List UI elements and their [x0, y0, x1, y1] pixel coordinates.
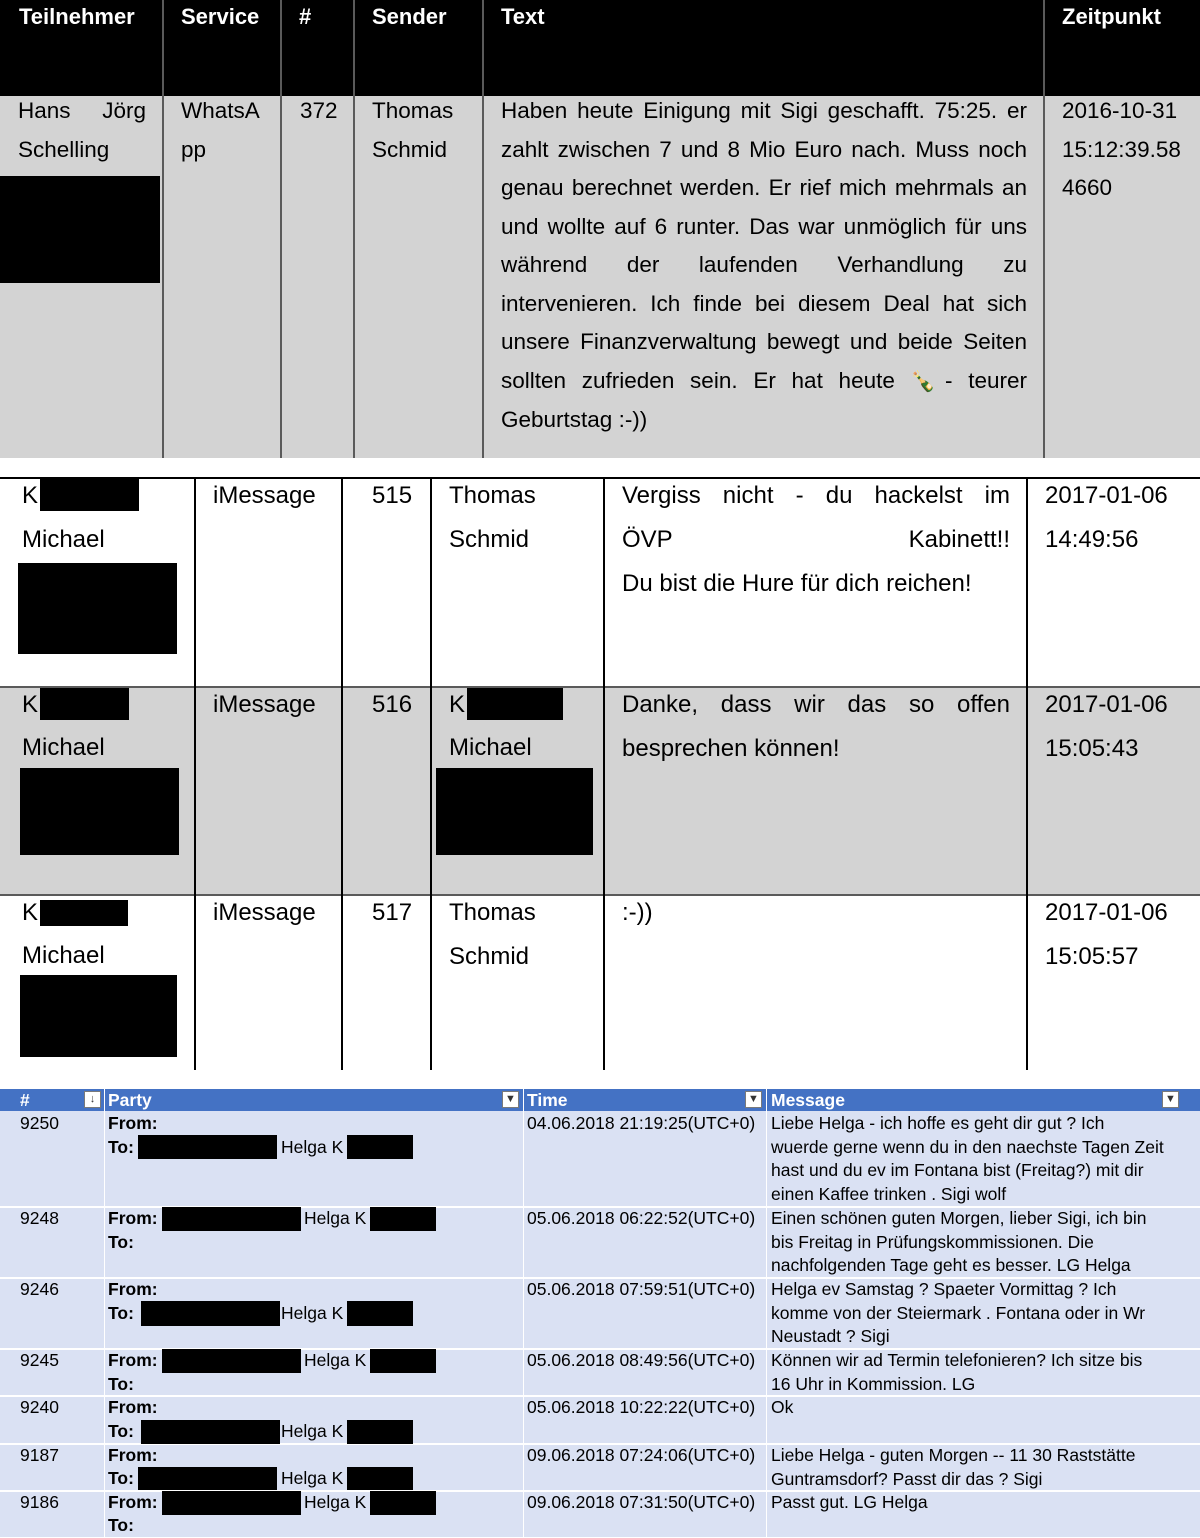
teilnehmer-name: Michael [22, 526, 105, 553]
table3-header-bar [0, 1089, 1200, 1111]
to-label: To: [108, 1232, 134, 1252]
table1-header-zeitpunkt: Zeitpunkt [1062, 4, 1161, 29]
redaction-box [370, 1207, 436, 1231]
message-line: einen Kaffee trinken . Sigi wolf [771, 1183, 1007, 1204]
table2-rule [0, 686, 1200, 688]
date-line: 2017-01-06 [1045, 482, 1168, 509]
redaction-box [162, 1349, 301, 1373]
sender-line: Schmid [449, 526, 530, 553]
time-cell: 05.06.2018 08:49:56(UTC+0) [527, 1350, 756, 1370]
service-line: WhatsA [181, 98, 260, 123]
time-cell: 09.06.2018 07:31:50(UTC+0) [527, 1492, 756, 1512]
number-cell: 516 [372, 691, 413, 718]
table2-row-bg [0, 686, 1200, 894]
from-label: From: [108, 1492, 158, 1512]
message-line: Liebe Helga - ich hoffe es geht dir gut ? Ich [771, 1113, 1105, 1133]
table2-col-sep [603, 478, 605, 1070]
from-label: From: [108, 1350, 158, 1370]
message-line: komme von der Steiermark . Fontana oder in Wr [771, 1302, 1146, 1323]
row-number: 9250 [20, 1113, 59, 1133]
message-line: besprechen können! [622, 735, 840, 762]
sender-line: Thomas [372, 98, 454, 123]
time-line: 15:05:57 [1045, 943, 1139, 970]
message-line: Danke, dass wir das so offen [622, 691, 1010, 718]
to-label: To: [108, 1303, 134, 1323]
party-name: Helga K [281, 1421, 344, 1441]
date-line: 2017-01-06 [1045, 899, 1168, 926]
timestamp-line: 2016-10-31 [1062, 98, 1178, 123]
sender-cell [449, 474, 536, 562]
teilnehmer-first-name: Hans [18, 98, 71, 123]
message-cell [771, 1207, 1147, 1278]
party-name: Helga K [304, 1208, 367, 1228]
table1-col-sep [482, 0, 484, 458]
party-name: Helga K [304, 1350, 367, 1370]
message-line: wuerde gerne wenn du in den naechste Tagen Zeit [771, 1136, 1164, 1157]
sort-descending-icon[interactable]: ↓ [84, 1091, 101, 1108]
to-label: To: [108, 1137, 134, 1157]
teilnehmer-initial: K [22, 482, 39, 509]
timestamp-line: 15:12:39.58 [1062, 136, 1181, 162]
sender-initial: K [449, 691, 466, 718]
sender-name: Michael [449, 734, 532, 761]
table1-service-cell [181, 92, 260, 169]
row-number: 9246 [20, 1279, 59, 1299]
filter-icon[interactable]: ▼ [502, 1091, 519, 1108]
message-line: nachfolgenden Tage geht es besser. LG Helga [771, 1255, 1131, 1275]
table1-teilnehmer-cell [18, 92, 146, 169]
time-cell: 05.06.2018 06:22:52(UTC+0) [527, 1208, 756, 1228]
table1-header-text: Text [501, 4, 545, 29]
message-line: hast und du ev im Fontana bist (Freitag?) mit dir [771, 1160, 1144, 1180]
time-cell: 05.06.2018 10:22:22(UTC+0) [527, 1397, 756, 1417]
message-line: 16 Uhr in Kommission. LG [771, 1373, 976, 1394]
table2-rule [0, 477, 1200, 479]
teilnehmer-middle-name: Jörg [102, 98, 146, 123]
sender-line: Schmid [449, 943, 530, 970]
table1-header-bar [0, 0, 1200, 96]
row-number: 9186 [20, 1492, 59, 1512]
sender-cell [449, 891, 536, 979]
message-line: Passt gut. LG Helga [771, 1492, 928, 1512]
table2-rule [0, 894, 1200, 896]
message-line: Können wir ad Termin telefonieren? Ich sitze bis [771, 1350, 1143, 1370]
message-line: Vergiss nicht - du hackelst im [622, 482, 1010, 509]
redaction-box [18, 563, 177, 654]
message-line: Einen schönen guten Morgen, lieber Sigi, ich bin [771, 1208, 1147, 1228]
redaction-box [347, 1420, 413, 1444]
from-label: From: [108, 1113, 158, 1133]
champagne-emoji-icon: 🍾 [910, 370, 945, 393]
table2-col-sep [341, 478, 343, 1070]
teilnehmer-last-name: Schelling [18, 136, 110, 162]
redaction-box [162, 1207, 301, 1231]
table3-header-party: Party [108, 1090, 152, 1110]
row-number: 9248 [20, 1208, 59, 1228]
table2-col-sep [194, 478, 196, 1070]
from-label: From: [108, 1397, 158, 1417]
teilnehmer-name: Michael [22, 734, 105, 761]
to-label: To: [108, 1421, 134, 1441]
message-line: Liebe Helga - guten Morgen -- 11 30 Raststätte [771, 1445, 1136, 1465]
timestamp-cell [1045, 683, 1168, 771]
table1-col-sep [162, 0, 164, 458]
row-number: 9240 [20, 1397, 59, 1417]
to-label: To: [108, 1374, 134, 1394]
time-line: 15:05:43 [1045, 735, 1139, 762]
redaction-box [40, 478, 139, 511]
table3-header-time: Time [527, 1090, 568, 1110]
redaction-box [370, 1349, 436, 1373]
date-line: 2017-01-06 [1045, 691, 1168, 718]
table1-number-cell: 372 [300, 98, 338, 123]
redaction-box [141, 1420, 280, 1444]
table2-row-bg [0, 478, 1200, 686]
text-cell: :-)) [622, 899, 653, 926]
redaction-box [20, 975, 177, 1057]
table3-header-number: # [20, 1090, 30, 1110]
from-label: From: [108, 1279, 158, 1299]
sender-line: Schmid [372, 136, 448, 162]
time-cell: 09.06.2018 07:24:06(UTC+0) [527, 1445, 756, 1465]
party-name: Helga K [281, 1468, 344, 1488]
table3-col-sep [523, 1089, 524, 1537]
table1-zeitpunkt-cell [1062, 92, 1181, 208]
chevron-down-icon[interactable]: ▼ [745, 1091, 762, 1108]
redaction-box [162, 1491, 301, 1515]
table1-text-cell [501, 92, 1027, 440]
message-word: ÖVP [622, 526, 673, 553]
table3-col-sep [104, 1089, 105, 1537]
message-cell [771, 1349, 1142, 1396]
sender-line: Thomas [449, 482, 536, 509]
teilnehmer-initial: K [22, 691, 39, 718]
row-number: 9245 [20, 1350, 59, 1370]
message-text: - teurer Geburtstag :-)) [501, 367, 1027, 432]
redaction-box [370, 1491, 436, 1515]
table2-col-sep [430, 478, 432, 1070]
redaction-box [20, 768, 179, 855]
message-cell [771, 1112, 1164, 1206]
service-cell: iMessage [213, 691, 316, 718]
table1-col-sep [353, 0, 355, 458]
to-label: To: [108, 1468, 134, 1488]
redaction-box [40, 688, 129, 720]
message-line: Neustadt ? Sigi [771, 1326, 890, 1346]
time-cell: 05.06.2018 07:59:51(UTC+0) [527, 1279, 756, 1299]
table1-header-teilnehmer: Teilnehmer [19, 4, 135, 29]
service-cell: iMessage [213, 899, 316, 926]
party-name: Helga K [281, 1137, 344, 1157]
redaction-box [347, 1135, 413, 1159]
service-line: pp [181, 136, 207, 162]
message-cell [771, 1444, 1135, 1491]
table1-header-sender: Sender [372, 4, 447, 29]
timestamp-line: 4660 [1062, 175, 1113, 200]
redaction-box [40, 900, 128, 926]
message-text: Haben heute Einigung mit Sigi geschafft. 75:25. er zahlt zwischen 7 und 8 Mio Euro nach. Muss noch genau berechnet werden. Er rief mich mehrmals an und wollte auf 6 runter. Das war unmöglich für uns während der laufenden Verhandlung zu intervenieren. Ich finde bei diesem Deal hat sich unsere Finanzverwaltung bewegt und beide Seiten sollten zufrieden sein. Er hat heute [501, 98, 1027, 393]
timestamp-cell [1045, 891, 1168, 979]
redaction-box [138, 1467, 277, 1490]
sender-line: Thomas [449, 899, 536, 926]
redaction-box [138, 1135, 277, 1159]
party-name: Helga K [304, 1492, 367, 1512]
teilnehmer-name: Michael [22, 942, 105, 969]
table1-col-sep [1043, 0, 1045, 458]
table3-col-sep [766, 1089, 767, 1537]
time-line: 14:49:56 [1045, 526, 1139, 553]
table3-header-message: Message [771, 1090, 845, 1110]
redaction-box [0, 176, 160, 283]
message-cell [771, 1396, 793, 1420]
time-cell: 04.06.2018 21:19:25(UTC+0) [527, 1113, 756, 1133]
from-label: From: [108, 1445, 158, 1465]
chevron-down-icon[interactable]: ▼ [1162, 1091, 1179, 1108]
number-cell: 515 [372, 482, 413, 509]
message-line: Ok [771, 1397, 794, 1417]
redaction-box [141, 1301, 280, 1326]
row-number: 9187 [20, 1445, 59, 1465]
redaction-box [347, 1467, 413, 1490]
redaction-box [436, 768, 593, 855]
timestamp-cell [1045, 474, 1168, 562]
message-word: Kabinett!! [908, 526, 1010, 553]
party-name: Helga K [281, 1303, 344, 1323]
table2-col-sep [1026, 478, 1028, 1070]
teilnehmer-initial: K [22, 899, 39, 926]
text-cell [622, 683, 1010, 771]
from-label: From: [108, 1208, 158, 1228]
message-line: Helga ev Samstag ? Spaeter Vormittag ? Ich [771, 1279, 1117, 1299]
table1-sender-cell [372, 92, 453, 169]
table1-col-sep [280, 0, 282, 458]
to-label: To: [108, 1515, 134, 1535]
service-cell: iMessage [213, 482, 316, 509]
message-line: bis Freitag in Prüfungskommissionen. Die [771, 1231, 1094, 1252]
table2-row-bg [0, 894, 1200, 1070]
message-line: Guntramsdorf? Passt dir das ? Sigi [771, 1468, 1043, 1489]
redaction-box [347, 1301, 413, 1326]
redaction-box [467, 688, 563, 720]
message-cell [771, 1491, 928, 1515]
table1-header-service: Service [181, 4, 260, 29]
text-cell [622, 474, 1010, 606]
number-cell: 517 [372, 899, 413, 926]
message-line: Du bist die Hure für dich reichen! [622, 570, 972, 597]
table1-header-number: # [299, 4, 312, 29]
message-cell [771, 1278, 1145, 1349]
